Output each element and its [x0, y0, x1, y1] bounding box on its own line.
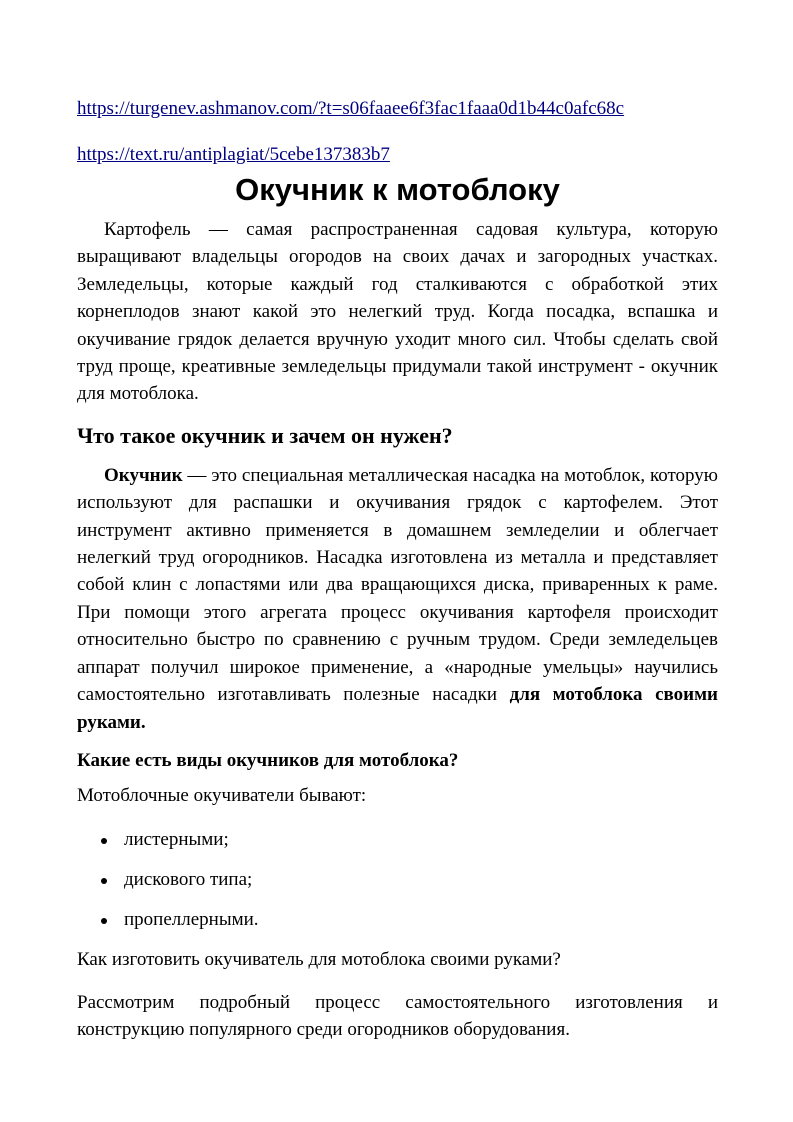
types-lead: Мотоблочные окучиватели бывают:: [77, 784, 367, 806]
definition-paragraph: [77, 462, 718, 736]
list-item-text: дискового типа;: [124, 868, 253, 890]
link-turgenev[interactable]: https://turgenev.ashmanov.com/?t=s06faaee6f3fac1faaa0d1b44c0afc68c: [77, 98, 625, 119]
term-okuchnik: Окучник: [104, 464, 183, 486]
list-item: [77, 826, 718, 853]
how-to-question: Как изготовить окучиватель для мотоблока своими руками?: [77, 948, 561, 970]
bullet-icon: [101, 918, 107, 924]
bullet-icon: [101, 838, 107, 844]
document-page: [77, 96, 718, 1044]
closing-paragraph: Рассмотрим подробный процесс самостоятельного изготовления и конструкцию популярного среди огородников оборудования.: [77, 991, 718, 1041]
types-list: [77, 826, 718, 933]
definition-body: — это специальная металлическая насадка на мотоблок, которую используют для распашки и окучивания грядок с картофелем. Этот инструмент активно применяется в домашнем земледелии и облегчает нелегкий труд огородников. Насадка изготовлена из металла и представляет собой клин с лопастями или два вращающихся диска, приваренных к раме. При помощи этого агрегата процесс окучивания картофеля происходит относительно быстро по сравнению с ручным трудом. Среди земледельцев аппарат получил широкое применение, а «народные умельцы» научились самостоятельно изготавливать полезные насадки: [77, 464, 718, 706]
list-item-text: листерными;: [124, 828, 229, 850]
list-item: [77, 866, 718, 893]
section-heading-types: Какие есть виды окучников для мотоблока?: [77, 749, 459, 771]
link-text-ru[interactable]: https://text.ru/antiplagiat/5cebe137383b7: [77, 144, 390, 165]
list-item: [77, 906, 718, 933]
section-heading-what-is: Что такое окучник и зачем он нужен?: [77, 422, 453, 448]
definition-bold-tail: для мотоблока своими руками.: [77, 684, 718, 733]
document-title: Окучник к мотоблоку: [235, 172, 560, 207]
bullet-icon: [101, 878, 107, 884]
intro-paragraph: Картофель — самая распространенная садовая культура, которую выращивают владельцы огородов на своих дачах и загородных участках. Земледельцы, которые каждый год сталкиваются с обработкой этих корнеплодов знают какой это нелегкий труд. Когда посадка, вспашка и окучивание грядок делается вручную уходит много сил. Чтобы сделать свой труд проще, креативные земледельцы придумали такой инструмент - окучник для мотоблока.: [77, 219, 718, 405]
list-item-text: пропеллерными.: [124, 908, 259, 930]
